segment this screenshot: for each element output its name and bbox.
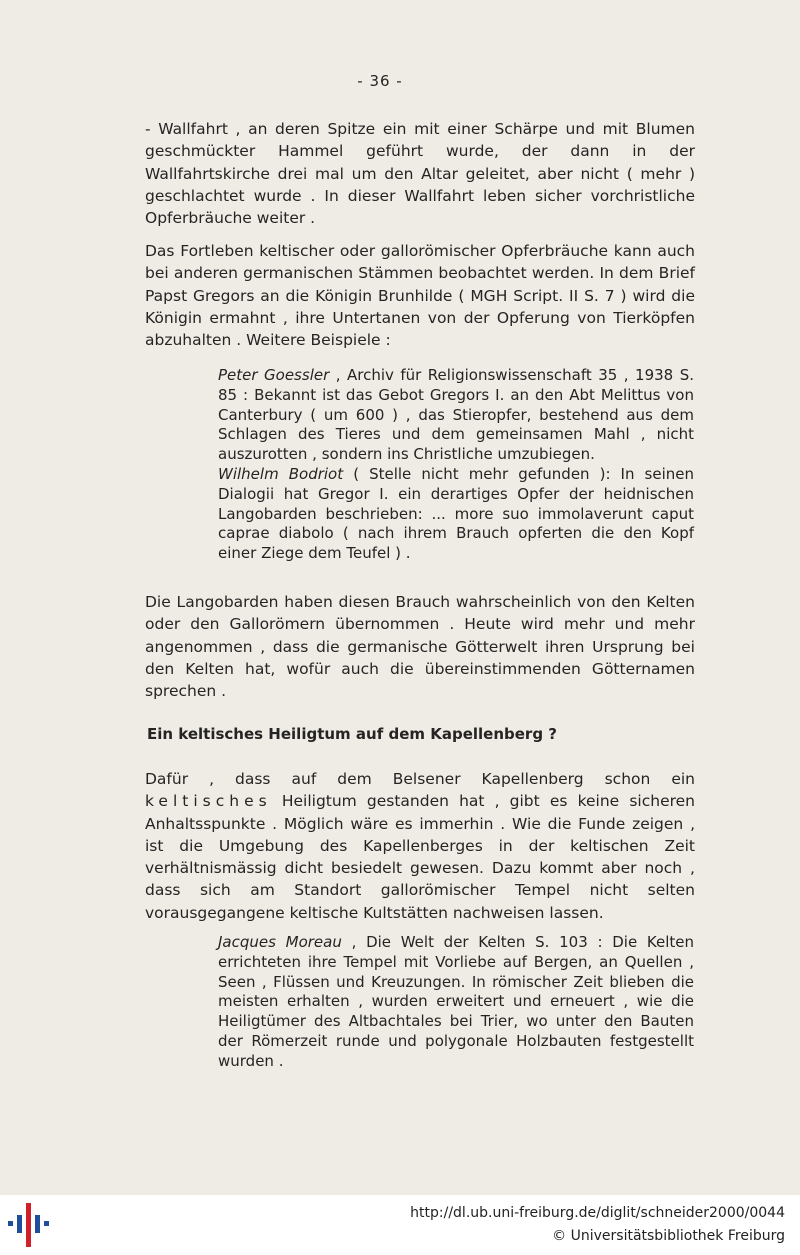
spaced-word: keltisches [145, 792, 272, 811]
quote-bodriot [218, 465, 694, 564]
text-segment: Heiligtum gestanden hat , gibt es keine sicheren Anhaltsspunkte . Möglich wäre es immerhin . Wie die Funde zeigen , ist die Umgebung des Kapellenberges in der keltischen Zeit verhältnismässig dicht besiedelt gewesen. Dazu kommt aber noch , dass sich am Standort gallorömischer Tempel nicht selten vorausgegangene keltische Kultstätten nachweisen lassen. [145, 792, 695, 922]
quote-block-1 [218, 366, 694, 564]
paragraph-fortleben: Das Fortleben keltischer oder gallorömischer Opferbräuche kann auch bei anderen germanischen Stämmen beobachtet werden. In dem Brief Papst Gregors an die Königin Brunhilde ( MGH Script. II S. 7 ) wird die Königin ermahnt , ihre Untertanen von der Opferung von Tierköpfen abzuhalten . Weitere Beispiele : [145, 242, 695, 350]
library-footer [0, 1195, 800, 1255]
copyright-notice: © Universitätsbibliothek Freiburg [552, 1228, 785, 1244]
ub-freiburg-logo-icon [8, 1203, 50, 1247]
quote-text: ( Stelle nicht mehr gefunden ): In seinen Dialogii hat Gregor I. ein derartiges Opfer der heidnischen Langobarden beschrieben: ... more suo immolaverunt caput caprae diabolo ( nach ihrem Brauch opferten die den Kopf einer Ziege dem Teufel ) . [218, 464, 694, 563]
paragraph-langobarden: Die Langobarden haben diesen Brauch wahrscheinlich von den Kelten oder den Gallorömern übernommen . Heute wird mehr und mehr angenommen , dass die germanische Götterwelt ihren Ursprung bei den Kelten hat, wofür auch die übereinstimmenden Götternamen sprechen . [145, 593, 695, 701]
paragraph-dafuer [145, 768, 695, 924]
quote-author: Jacques Moreau [218, 933, 342, 951]
quote-text: , Die Welt der Kelten S. 103 : Die Kelten errichteten ihre Tempel mit Vorliebe auf Bergen, an Quellen , Seen , Flüssen und Kreuzungen. In römischer Zeit blieben die meisten erhalten , wurden erweitert und erneuert , wie die Heiligtümer des Altbachtales bei Trier, wo unter den Bauten der Römerzeit runde und polygonale Holzbauten festgestellt wurden . [218, 933, 694, 1070]
quote-block-2 [218, 933, 694, 1072]
quote-author: Wilhelm Bodriot [218, 464, 344, 483]
quote-text: , Archiv für Religionswissenschaft 35 , 1938 S. 85 : Bekannt ist das Gebot Gregors I. an den Abt Melittus von Canterbury ( um 600 ) , das Stieropfer, bestehend aus dem Schlagen des Tieres und dem gemeinsamen Mahl , nicht auszurotten , sondern ins Christliche umzubiegen. [218, 366, 694, 464]
text-segment: Dafür , dass auf dem Belsener Kapellenberg schon ein [145, 770, 695, 788]
quote-moreau [218, 933, 694, 1072]
paragraph-wallfahrt: - Wallfahrt , an deren Spitze ein mit einer Schärpe und mit Blumen geschmückter Hammel geführt wurde, der dann in der Wallfahrtskirche drei mal um den Altar geleitet, aber nicht ( mehr ) geschlachtet wurde . In dieser Wallfahrt leben sicher vorchristliche Opferbräuche weiter . [145, 120, 695, 228]
quote-goessler [218, 366, 694, 465]
quote-author: Peter Goessler [218, 366, 330, 384]
section-heading: Ein keltisches Heiligtum auf dem Kapellenberg ? [147, 725, 557, 743]
page-number: - 36 - [357, 72, 403, 90]
source-url-link[interactable]: http://dl.ub.uni-freiburg.de/diglit/schneider2000/0044 [410, 1205, 785, 1221]
